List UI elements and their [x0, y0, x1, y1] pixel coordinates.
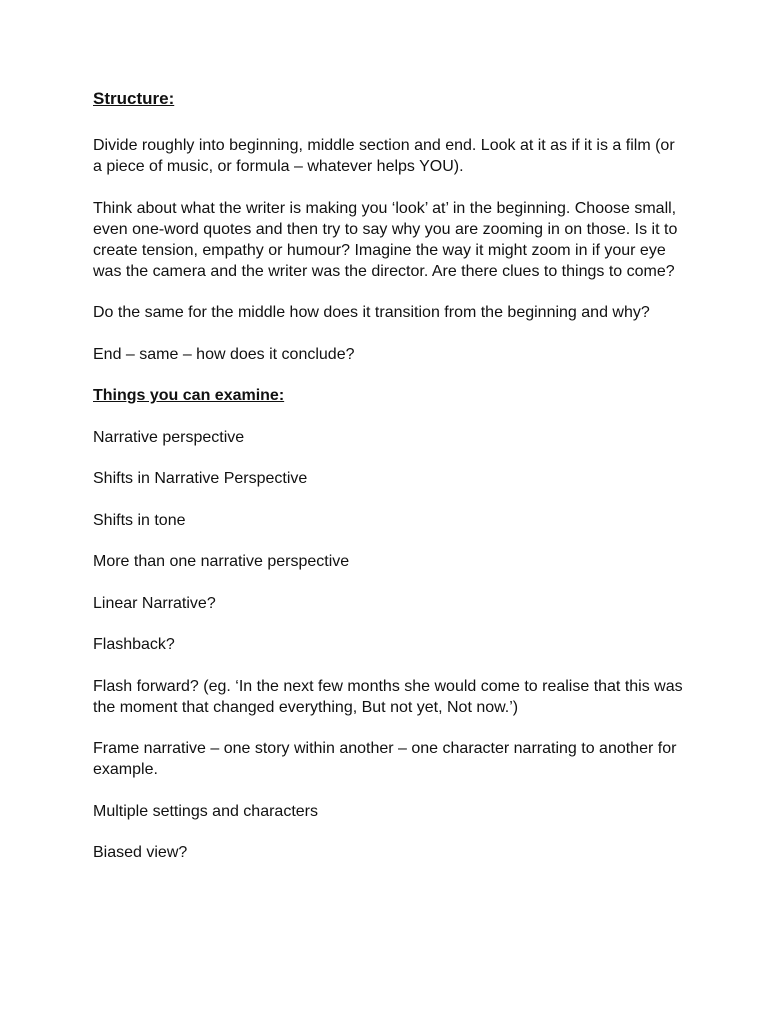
list-item: Flashback? — [93, 636, 175, 653]
paragraph-end: End – same – how does it conclude? — [93, 345, 355, 363]
list-item: Flash forward? (eg. ‘In the next few months she would come to realise that this was the moment that changed everything, But not yet, Not now.’) — [93, 677, 683, 716]
section-heading: Things you can examine: — [93, 387, 285, 404]
paragraph-middle: Do the same for the middle how does it transition from the beginning and why? — [93, 304, 650, 321]
document-page — [93, 88, 683, 884]
list-item: Multiple settings and characters — [93, 802, 318, 820]
list-item: Shifts in tone — [93, 511, 186, 529]
paragraph-intro: Divide roughly into beginning, middle section and end. Look at it as if it is a film (or a piece of music, or formula – whatever helps YOU). — [93, 137, 675, 175]
list-item: Shifts in Narrative Perspective — [93, 470, 308, 487]
page-title: Structure: — [93, 89, 175, 108]
list-item: Biased view? — [93, 844, 188, 861]
paragraph-beginning: Think about what the writer is making you ‘look’ at’ in the beginning. Choose small, even one-word quotes and then try to say why you are zooming in on those. Is it to create tension, empathy or humour? Imagine the way it might zoom in if your eye was the camera and the writer was the director. Are there clues to things to come? — [93, 199, 678, 280]
list-item: Frame narrative – one story within another – one character narrating to another for example. — [93, 740, 677, 778]
list-item: Narrative perspective — [93, 428, 245, 446]
list-item: More than one narrative perspective — [93, 553, 350, 570]
list-item: Linear Narrative? — [93, 594, 216, 612]
